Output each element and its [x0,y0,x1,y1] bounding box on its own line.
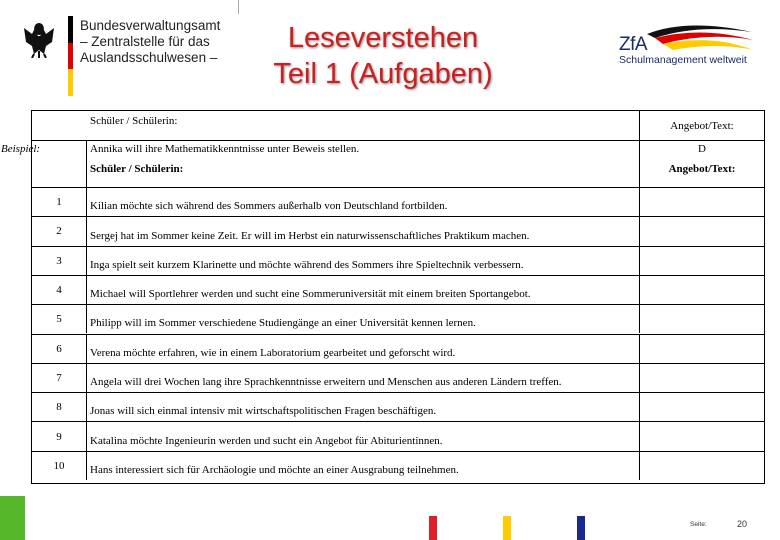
row-text: Angela will drei Wochen lang ihre Sprachkenntnisse erweitern und Menschen aus anderen Ländern treffen. [87,364,640,392]
row-number: 4 [32,276,87,304]
answer-cell[interactable] [640,452,764,480]
table-row [32,275,764,304]
student-header: Schüler / Schülerin: [87,111,640,140]
flag-stripe-black [68,16,73,43]
row-number: 1 [32,188,87,216]
answer-cell[interactable] [640,188,764,216]
row-number: 3 [32,247,87,275]
table-row [32,216,764,245]
row-text: Jonas will sich einmal intensiv mit wirtschaftspolitischen Fragen beschäftigen. [87,393,640,421]
row-text: Hans interessiert sich für Archäologie und möchte an einer Ausgrabung teilnehmen. [87,452,640,480]
row-text: Sergej hat im Sommer keine Zeit. Er will im Herbst ein naturwissenschaftliches Praktikum machen. [87,217,640,245]
title-line: Teil 1 (Aufgaben) [273,58,493,90]
agency-line: Bundesverwaltungsamt [80,18,221,33]
row-number: 9 [32,422,87,450]
row-number: 2 [32,217,87,245]
row-text: Michael will Sportlehrer werden und sucht eine Sommeruniversität mit einem breiten Sportangebot. [87,276,640,304]
row-number: 6 [32,335,87,363]
row-number: 5 [32,305,87,333]
title-line: Leseverstehen [287,22,479,54]
federal-eagle-icon [22,20,56,58]
table-row [32,451,764,480]
row-number: 10 [32,452,87,480]
answer-cell[interactable] [640,305,764,333]
row-text: Inga spielt seit kurzem Klarinette und möchte während des Sommers ihre Spieltechnik verbessern. [87,247,640,275]
table-header-row [32,111,764,141]
answer-cell[interactable] [640,422,764,450]
zfa-logo [617,20,757,70]
page-header [0,0,780,110]
student-header-2: Schüler / Schülerin: [90,163,184,175]
example-label: Beispiel: [1,141,87,187]
page-title [228,20,538,92]
table-cell [32,111,87,140]
table-row [32,392,764,421]
flag-stripe [68,16,73,96]
row-text: Katalina möchte Ingenieurin werden und sucht ein Angebot für Abiturientinnen. [87,422,640,450]
flag-stripe-gold [68,69,73,96]
table-row [32,363,764,392]
zfa-tagline: Schulmanagement weltweit [619,54,747,66]
row-number: 8 [32,393,87,421]
footer-color-bar [503,516,511,540]
accent-bar [0,496,25,540]
row-text: Philipp will im Sommer verschiedene Studiengänge an einer Universität kennen lernen. [87,305,640,333]
answer-cell[interactable] [640,364,764,392]
row-text: Kilian möchte sich während des Sommers außerhalb von Deutschland fortbilden. [87,188,640,216]
agency-name [80,18,220,66]
answer-cell[interactable] [640,276,764,304]
example-row [1,141,764,187]
page-number: 20 [737,519,748,529]
example-answer: D [698,143,706,155]
agency-line: – Zentralstelle für das [80,34,210,49]
example-text: Annika will ihre Mathematikkenntnisse unter Beweis stellen. [87,141,640,187]
table-row [32,421,764,450]
answer-cell[interactable] [640,335,764,363]
answer-cell[interactable] [640,393,764,421]
answer-cell[interactable] [640,247,764,275]
row-text: Verena möchte erfahren, wie in einem Laboratorium gearbeitet und geforscht wird. [87,335,640,363]
answer-header-2: Angebot/Text: [668,163,736,175]
answer-header: Angebot/Text: [670,119,734,132]
answer-table [1,110,765,484]
header-divider [238,0,239,14]
row-number: 7 [32,364,87,392]
footer-color-bar [429,516,437,540]
federal-agency-logo [18,14,228,94]
answer-cell[interactable] [640,217,764,245]
zfa-mark: ZfA [619,34,648,55]
footer-color-bar [577,516,585,540]
agency-line: Auslandsschulwesen – [80,50,218,65]
table-row [32,246,764,275]
page-label: Seite: [690,521,707,528]
table-row [32,334,764,363]
flag-stripe-red [68,43,73,70]
table-row [32,187,764,216]
table-row [32,304,764,333]
